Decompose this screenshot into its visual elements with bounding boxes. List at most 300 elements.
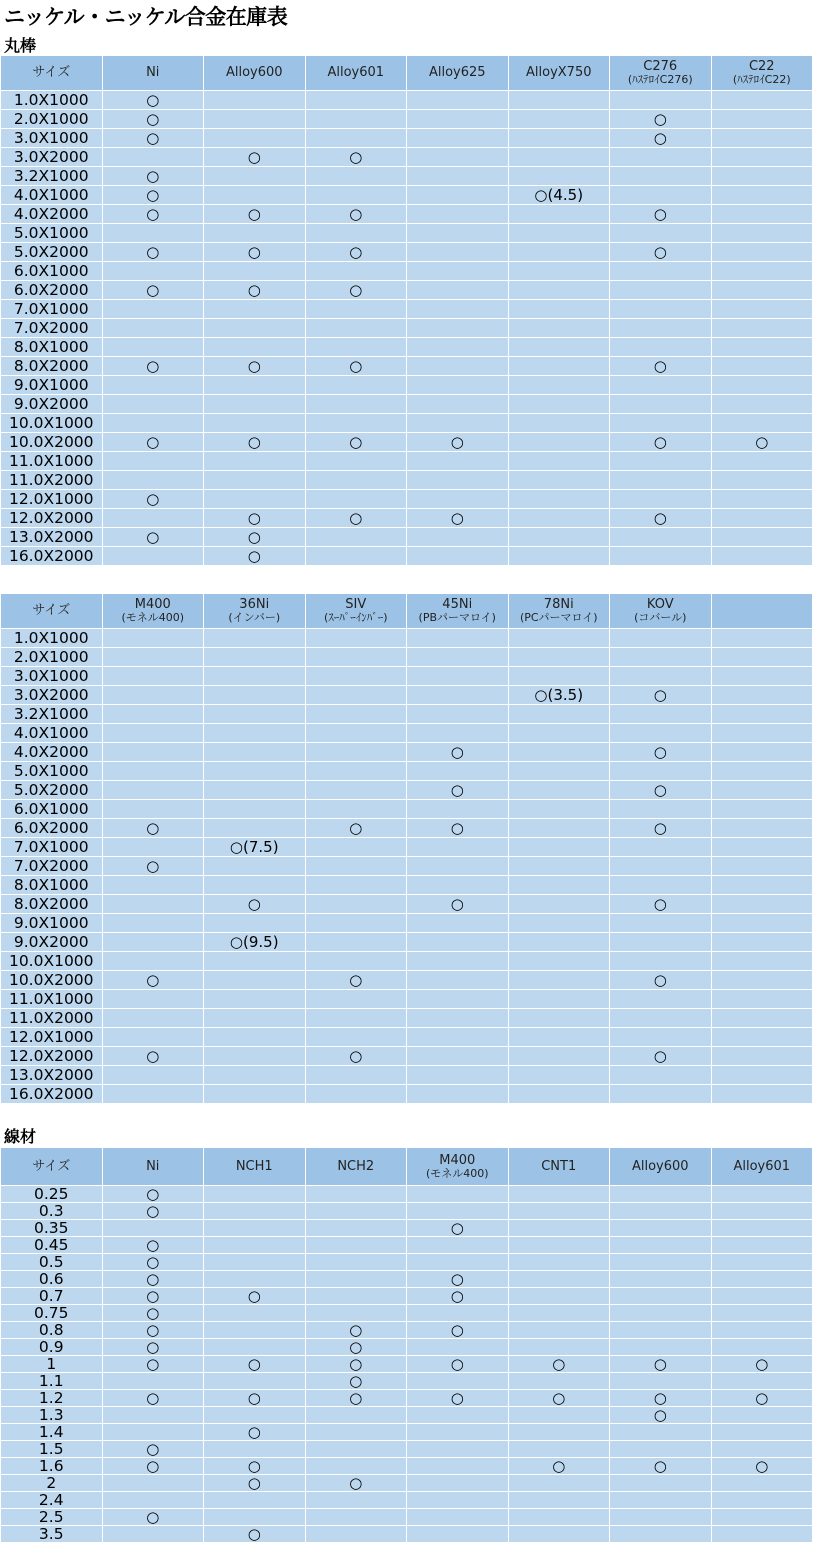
size-cell: 13.0X2000 [1,528,103,547]
size-cell: 2.5 [1,1509,103,1526]
stock-cell: ○ [407,781,509,800]
column-header [1,1148,103,1186]
table-row [1,1305,813,1322]
stock-cell [204,648,306,667]
stock-cell [407,91,509,110]
stock-cell [407,490,509,509]
stock-cell [407,1028,509,1047]
stock-cell [407,300,509,319]
column-header [407,56,509,91]
stock-cell [407,667,509,686]
stock-cell [711,1047,813,1066]
table-row [1,1526,813,1543]
stock-cell [711,743,813,762]
size-cell: 1.2 [1,1390,103,1407]
stock-cell [711,971,813,990]
stock-cell [407,1066,509,1085]
stock-cell: ○ [102,1322,204,1339]
stock-cell: ○ [305,1356,407,1373]
stock-cell [508,895,610,914]
stock-cell [305,1509,407,1526]
table-row [1,1424,813,1441]
stock-cell [508,471,610,490]
stock-cell [610,224,712,243]
stock-cell [610,876,712,895]
column-header [1,56,103,91]
table-row [1,629,813,648]
stock-cell [305,91,407,110]
stock-cell: ○ [102,1339,204,1356]
table-row [1,376,813,395]
size-cell: 4.0X1000 [1,186,103,205]
stock-cell [711,1322,813,1339]
column-header-label: AlloyX750 [526,65,592,80]
stock-cell [508,1203,610,1220]
table-row [1,971,813,990]
stock-cell [508,547,610,566]
stock-cell: ○ [305,1475,407,1492]
column-header-sublabel: (モネル400) [425,1166,489,1180]
stock-cell [711,1220,813,1237]
stock-cell [204,414,306,433]
table-row [1,91,813,110]
size-cell: 13.0X2000 [1,1066,103,1085]
stock-cell [102,914,204,933]
size-cell: 9.0X1000 [1,376,103,395]
stock-cell [204,91,306,110]
table-row [1,914,813,933]
stock-cell [407,262,509,281]
stock-cell [305,876,407,895]
stock-cell [610,800,712,819]
stock-cell: ○ [102,243,204,262]
stock-cell [407,1254,509,1271]
column-header-label: Alloy601 [733,1158,791,1174]
column-header [508,1148,610,1186]
stock-cell [407,933,509,952]
stock-cell [508,629,610,648]
stock-cell [407,376,509,395]
table-row [1,1475,813,1492]
stock-cell [610,262,712,281]
table-row [1,1407,813,1424]
stock-cell [711,129,813,148]
size-cell: 11.0X2000 [1,1009,103,1028]
stock-cell [610,1475,712,1492]
stock-cell [610,629,712,648]
stock-cell [711,186,813,205]
stock-cell [508,1237,610,1254]
column-header-label: NCH2 [337,1158,375,1174]
stock-cell [305,1288,407,1305]
stock-cell [508,762,610,781]
stock-cell [508,1186,610,1203]
stock-cell [508,857,610,876]
table-row [1,952,813,971]
stock-cell [711,148,813,167]
stock-cell: ○ [305,1373,407,1390]
stock-cell [305,262,407,281]
size-cell: 11.0X1000 [1,990,103,1009]
stock-cell: ○ [204,1356,306,1373]
stock-cell [711,800,813,819]
stock-cell [711,686,813,705]
stock-cell [102,319,204,338]
stock-cell [508,1220,610,1237]
size-cell: 4.0X2000 [1,205,103,224]
stock-cell [407,1203,509,1220]
table-row [1,243,813,262]
stock-cell [508,205,610,224]
size-cell: 8.0X2000 [1,895,103,914]
stock-cell [711,667,813,686]
stock-cell [508,1373,610,1390]
size-cell: 2.0X1000 [1,110,103,129]
stock-cell [711,376,813,395]
size-cell: 2 [1,1475,103,1492]
stock-cell [508,1441,610,1458]
column-header [610,1148,712,1186]
column-header [305,56,407,91]
size-cell: 9.0X2000 [1,395,103,414]
stock-cell [204,300,306,319]
size-cell: 1.0X1000 [1,91,103,110]
stock-cell [204,743,306,762]
column-header-sublabel: (ﾊｽﾃﾛｲC22) [732,73,791,86]
stock-cell [305,1220,407,1237]
column-header-sublabel: (ﾊｽﾃﾛｲC276) [627,73,693,86]
stock-cell [711,547,813,566]
stock-cell [711,648,813,667]
stock-cell [102,686,204,705]
stock-cell [305,167,407,186]
size-cell: 0.75 [1,1305,103,1322]
table-row [1,1356,813,1373]
table-row [1,110,813,129]
table-row [1,857,813,876]
stock-cell [711,1305,813,1322]
column-header-label: サイズ [32,65,71,80]
column-header [204,1148,306,1186]
stock-cell [610,1526,712,1543]
size-cell: 0.6 [1,1271,103,1288]
stock-cell [305,933,407,952]
table-row [1,990,813,1009]
stock-cell: ○(9.5) [204,933,306,952]
stock-cell: ○ [102,1356,204,1373]
stock-cell: ○ [204,509,306,528]
size-cell: 0.35 [1,1220,103,1237]
stock-cell [305,110,407,129]
size-cell: 7.0X1000 [1,838,103,857]
stock-cell: ○ [102,205,204,224]
stock-cell [407,1085,509,1104]
stock-cell: ○ [610,110,712,129]
stock-cell [407,686,509,705]
stock-cell: ○ [305,819,407,838]
stock-cell: ○ [305,1047,407,1066]
stock-cell [508,224,610,243]
stock-cell: ○ [610,1356,712,1373]
stock-cell: ○ [610,1047,712,1066]
stock-cell: ○ [305,1339,407,1356]
stock-cell [204,952,306,971]
stock-cell [102,781,204,800]
stock-cell [204,1339,306,1356]
stock-cell [508,1407,610,1424]
stock-cell [610,91,712,110]
column-header [407,594,509,629]
stock-cell [407,281,509,300]
table-row [1,819,813,838]
stock-cell: ○ [204,547,306,566]
size-cell: 1.6 [1,1458,103,1475]
stock-cell [711,819,813,838]
stock-cell [305,1009,407,1028]
stock-cell: ○(7.5) [204,838,306,857]
stock-cell [610,338,712,357]
size-cell: 11.0X2000 [1,471,103,490]
stock-cell: ○ [305,281,407,300]
column-header-label: M400 [134,597,171,612]
stock-cell [711,1441,813,1458]
size-cell: 7.0X2000 [1,857,103,876]
stock-cell [711,224,813,243]
stock-cell [407,914,509,933]
stock-cell [508,876,610,895]
stock-cell [407,395,509,414]
table-row [1,838,813,857]
stock-cell [508,376,610,395]
table-row [1,933,813,952]
stock-cell [508,1424,610,1441]
stock-cell [102,990,204,1009]
stock-cell [711,1009,813,1028]
stock-cell [102,743,204,762]
stock-cell [711,952,813,971]
stock-cell [711,1424,813,1441]
size-cell: 2.4 [1,1492,103,1509]
stock-cell [305,319,407,338]
stock-cell [610,705,712,724]
table-row [1,452,813,471]
stock-cell [102,224,204,243]
column-header-label: 45Ni [442,597,473,612]
stock-cell [305,1028,407,1047]
table-row [1,1458,813,1475]
stock-cell: ○ [610,509,712,528]
size-cell: 0.8 [1,1322,103,1339]
stock-cell [102,1407,204,1424]
stock-cell: ○ [407,1220,509,1237]
stock-cell: ○ [407,743,509,762]
stock-cell [610,1066,712,1085]
size-cell: 6.0X2000 [1,819,103,838]
stock-cell [204,686,306,705]
stock-cell [102,547,204,566]
stock-cell: ○ [102,857,204,876]
stock-cell: ○ [407,1356,509,1373]
table-row [1,648,813,667]
table-row [1,186,813,205]
stock-cell [102,1373,204,1390]
stock-cell: ○ [102,1390,204,1407]
stock-cell [508,414,610,433]
stock-cell [305,1424,407,1441]
table-row [1,1339,813,1356]
stock-cell [407,357,509,376]
stock-cell [711,167,813,186]
stock-cell: ○ [711,433,813,452]
column-header-sublabel: (インバー) [228,611,281,624]
stock-cell [102,1009,204,1028]
stock-cell [610,395,712,414]
stock-cell [204,1085,306,1104]
column-header [204,56,306,91]
stock-cell [305,743,407,762]
stock-cell [305,490,407,509]
stock-cell [610,1322,712,1339]
stock-cell [204,224,306,243]
column-header-label: NCH1 [235,1158,273,1174]
stock-cell [204,1441,306,1458]
table-row [1,205,813,224]
stock-cell [711,895,813,914]
stock-cell [204,819,306,838]
stock-cell: ○ [610,205,712,224]
table-row [1,1373,813,1390]
stock-cell [102,395,204,414]
stock-cell [305,1441,407,1458]
stock-cell [204,1203,306,1220]
stock-cell [508,148,610,167]
column-header-label: 78Ni [543,597,574,612]
column-header-sublabel: (PCパーマロイ) [519,611,598,624]
stock-cell [407,629,509,648]
size-cell: 3.5 [1,1526,103,1543]
stock-cell [305,1254,407,1271]
stock-cell [204,1186,306,1203]
column-header [711,56,813,91]
stock-cell [305,1237,407,1254]
stock-cell [610,281,712,300]
column-header-label: 36Ni [239,597,270,612]
column-header-sublabel: (ｽｰﾊﾟｰｲﾝﾊﾞｰ) [323,611,388,624]
stock-cell [305,838,407,857]
stock-cell [407,129,509,148]
stock-cell [711,762,813,781]
stock-cell [610,838,712,857]
stock-cell [610,414,712,433]
stock-cell [102,509,204,528]
stock-cell [508,1339,610,1356]
stock-cell [305,1305,407,1322]
stock-cell: ○(3.5) [508,686,610,705]
table-row [1,1441,813,1458]
size-cell: 5.0X2000 [1,243,103,262]
stock-cell [508,819,610,838]
column-header-label: Alloy600 [631,1158,689,1174]
stock-cell: ○ [610,1458,712,1475]
stock-cell [407,224,509,243]
stock-cell [711,1186,813,1203]
stock-cell [610,376,712,395]
stock-cell [610,186,712,205]
stock-cell [610,1028,712,1047]
stock-cell [204,490,306,509]
size-cell: 3.2X1000 [1,705,103,724]
stock-cell [508,933,610,952]
stock-cell [204,1220,306,1237]
stock-cell [407,1424,509,1441]
stock-cell: ○ [102,490,204,509]
stock-cell: ○ [610,895,712,914]
stock-cell [407,876,509,895]
stock-cell [407,1237,509,1254]
stock-cell [102,933,204,952]
stock-cell [305,648,407,667]
stock-cell [407,243,509,262]
stock-cell [711,509,813,528]
stock-cell: ○ [305,243,407,262]
size-cell: 0.25 [1,1186,103,1203]
stock-cell [407,1509,509,1526]
stock-cell [711,1254,813,1271]
stock-cell: ○ [610,129,712,148]
stock-cell [204,1492,306,1509]
table-row [1,895,813,914]
stock-cell [711,724,813,743]
stock-cell [711,91,813,110]
stock-cell [102,762,204,781]
column-header-label: サイズ [32,603,71,618]
stock-cell [407,1407,509,1424]
stock-cell [711,300,813,319]
table-row [1,705,813,724]
stock-cell [204,971,306,990]
stock-cell: ○ [610,357,712,376]
stock-cell [508,838,610,857]
stock-cell [204,914,306,933]
stock-cell [508,1271,610,1288]
stock-cell [204,262,306,281]
stock-cell [204,705,306,724]
stock-cell [204,1373,306,1390]
table-row [1,1390,813,1407]
stock-cell [204,1407,306,1424]
column-header [610,56,712,91]
stock-cell [508,167,610,186]
size-cell: 12.0X1000 [1,1028,103,1047]
stock-cell [711,838,813,857]
stock-cell [407,648,509,667]
stock-cell [407,952,509,971]
table-row [1,1254,813,1271]
stock-cell [204,129,306,148]
stock-cell [305,1492,407,1509]
stock-cell [204,629,306,648]
size-cell: 7.0X2000 [1,319,103,338]
stock-cell: ○ [610,781,712,800]
stock-cell [407,205,509,224]
column-header-label: Ni [146,65,160,80]
column-header [407,1148,509,1186]
stock-cell [407,800,509,819]
column-header-label: Alloy601 [327,65,385,80]
stock-cell [508,1492,610,1509]
stock-cell: ○ [102,129,204,148]
stock-cell [711,933,813,952]
